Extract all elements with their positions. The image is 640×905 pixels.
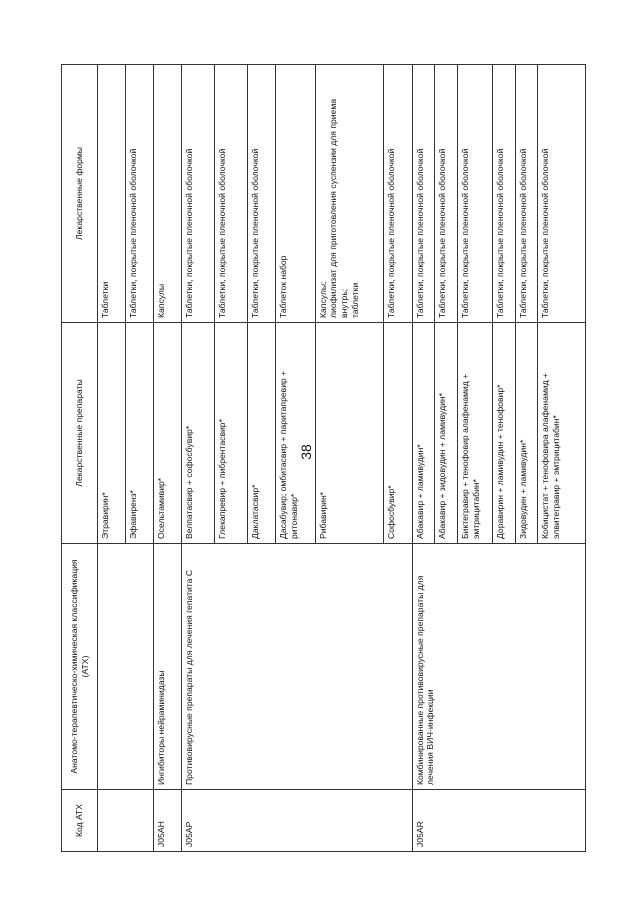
atc-code-cell: J05AH [153, 790, 181, 852]
atc-code-cell: J05AP [181, 790, 412, 852]
table-row [153, 65, 181, 852]
header-dosage-forms: Лекарственные формы [62, 65, 98, 323]
form-cell: Таблетки, покрытые пленочной оболочкой [383, 65, 412, 323]
drug-cell: Биктегравир + тенофовир алафенамид + эмтрицитабин* [457, 323, 492, 544]
drug-cell: Глекапревир + пибрентасвир* [214, 323, 247, 544]
drug-cell: Кобицистат + тенофовира алафенамид + элвитегравир + эмтрицитабин* [538, 323, 586, 544]
table-header-row [62, 65, 98, 852]
form-cell: Таблетки, покрытые пленочной оболочкой [214, 65, 247, 323]
drug-cell: Дасабувир; омбитасвир + паритапревир + ритонавир* [276, 323, 315, 544]
drug-cell: Эфавиренз* [125, 323, 153, 544]
form-cell: Таблеток набор [276, 65, 315, 323]
header-atc-classification: Анатомо-терапевтическо-химическая классификация (АТХ) [62, 544, 98, 790]
drug-cell: Рибавирин* [315, 323, 383, 544]
atc-class-cell: Ингибиторы нейраминидазы [153, 544, 181, 790]
table-row [412, 65, 435, 852]
atc-class-cell [98, 544, 154, 790]
drug-cell: Даклатасвир* [247, 323, 276, 544]
form-cell: Таблетки, покрытые пленочной оболочкой [181, 65, 214, 323]
atc-class-cell: Противовирусные препараты для лечения гепатита С [181, 544, 412, 790]
form-cell: Таблетки, покрытые пленочной оболочкой [412, 65, 435, 323]
form-cell: Таблетки, покрытые пленочной оболочкой [493, 65, 516, 323]
atc-code-cell: J05AR [412, 790, 585, 852]
form-cell: Таблетки, покрытые пленочной оболочкой [435, 65, 458, 323]
form-cell: Таблетки, покрытые пленочной оболочкой [247, 65, 276, 323]
drug-cell: Абакавир + ламивудин* [412, 323, 435, 544]
header-atc-code: Код АТХ [62, 790, 98, 852]
drug-cell: Велпатасвир + софосбувир* [181, 323, 214, 544]
drug-cell: Осельтамивир* [153, 323, 181, 544]
drug-cell: Этравирин* [98, 323, 126, 544]
drug-cell: Абакавир + зидовудин + ламивудин* [435, 323, 458, 544]
atc-code-cell [98, 790, 154, 852]
table-row [181, 65, 214, 852]
drug-cell: Зидовудин + ламивудин* [515, 323, 538, 544]
drug-cell: Софосбувир* [383, 323, 412, 544]
drug-classification-table-wrapper [61, 65, 586, 852]
table-row [98, 65, 126, 852]
form-cell: Таблетки, покрытые пленочной оболочкой [125, 65, 153, 323]
form-cell: Таблетки, покрытые пленочной оболочкой [515, 65, 538, 323]
form-cell: Капсулы [153, 65, 181, 323]
form-cell: Таблетки [98, 65, 126, 323]
drug-cell: Доравирин + ламивудин + тенофовир* [493, 323, 516, 544]
form-cell: Таблетки, покрытые пленочной оболочкой [457, 65, 492, 323]
form-cell: Капсулы; лиофилизат для приготовления суспензии для приема внутрь; таблетки [315, 65, 383, 323]
page-number: 38 [298, 444, 314, 460]
atc-class-cell: Комбинированные противовирусные препараты для лечения ВИЧ-инфекции [412, 544, 585, 790]
form-cell: Таблетки, покрытые пленочной оболочкой [538, 65, 586, 323]
header-drugs: Лекарственные препараты [62, 323, 98, 544]
drug-classification-table [61, 64, 586, 852]
